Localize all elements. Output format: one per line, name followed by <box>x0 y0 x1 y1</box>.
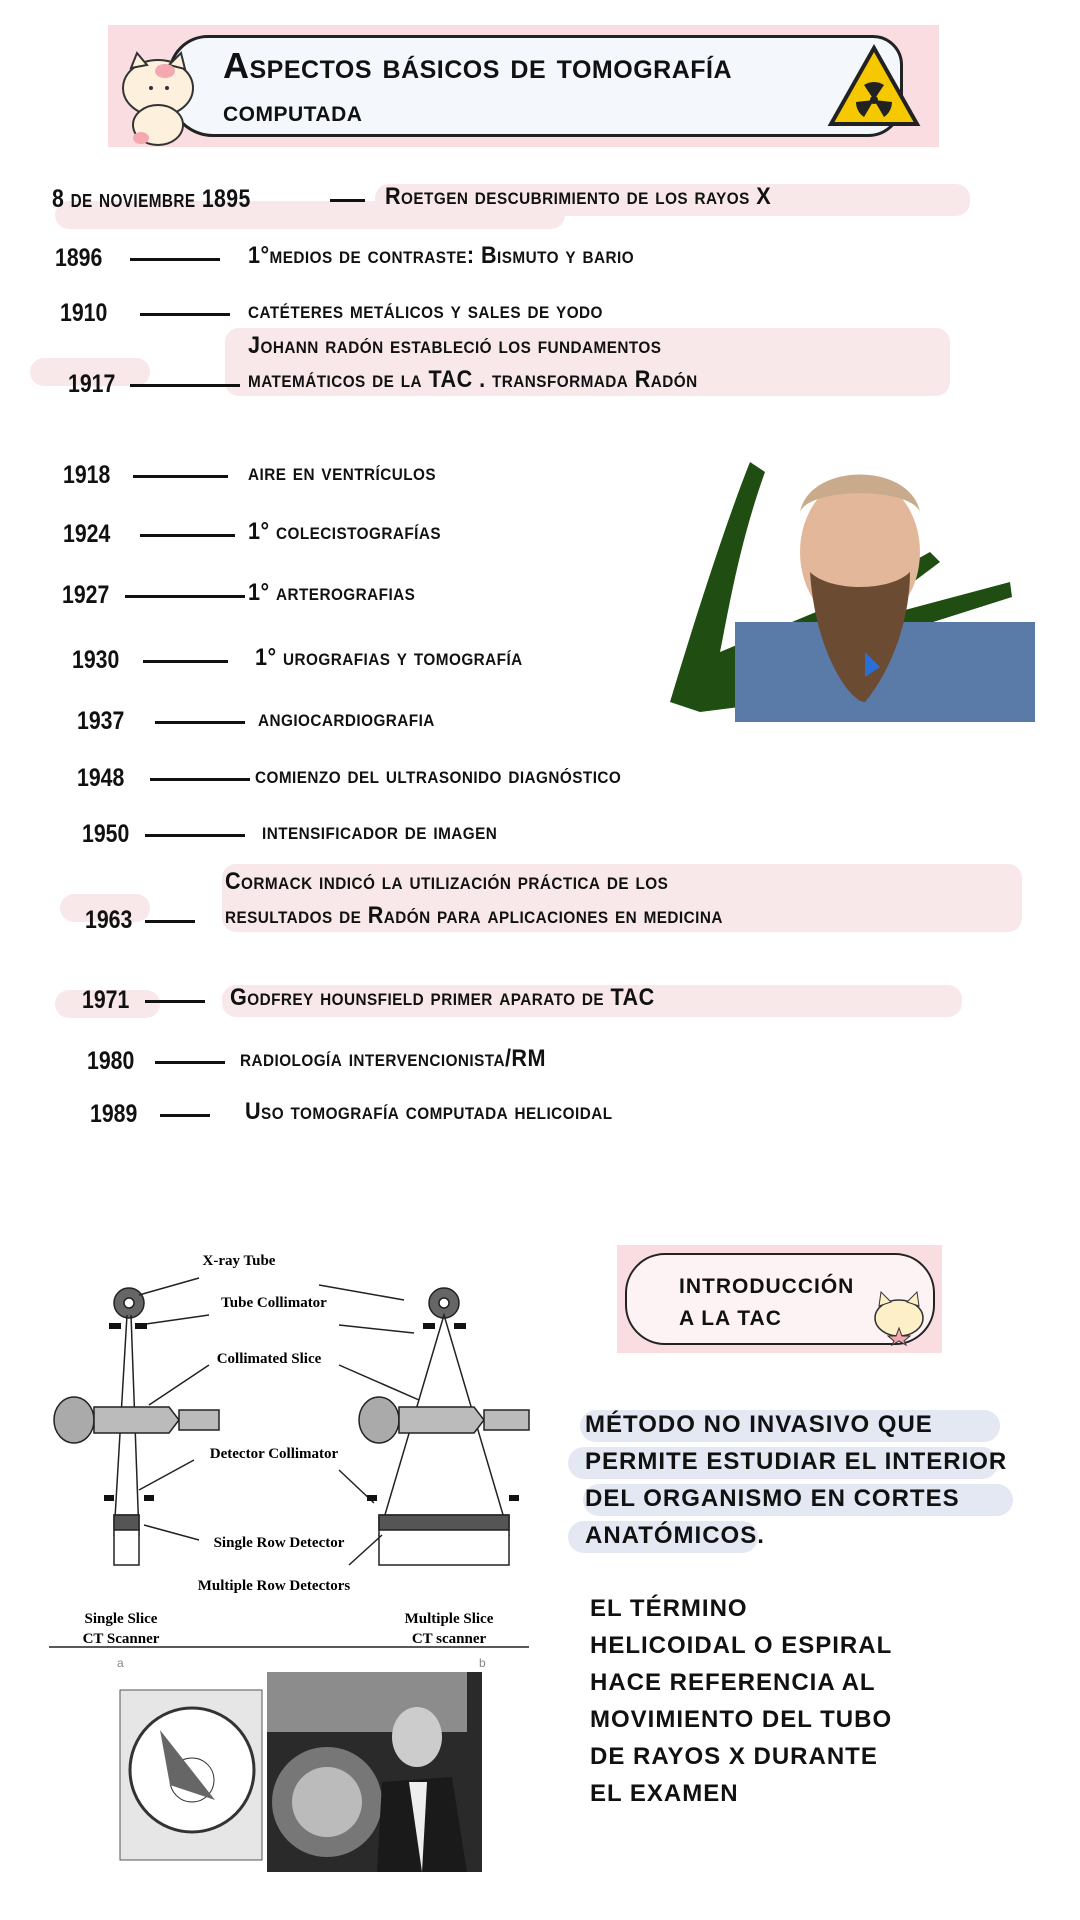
helical-line: EL EXAMEN <box>590 1780 739 1807</box>
title-line-2: computada <box>223 95 363 128</box>
timeline-connector <box>145 1000 205 1003</box>
label-collimated-slice: Collimated Slice <box>216 1351 322 1367</box>
timeline-event: intensificador de imagen <box>262 818 498 845</box>
helical-line: EL TÉRMINO <box>590 1595 748 1622</box>
timeline-date: 1930 <box>72 646 120 674</box>
radiation-warning-icon <box>828 45 920 127</box>
label-single-slice: Single Slice <box>84 1611 158 1627</box>
timeline-date: 1989 <box>90 1100 138 1128</box>
title-line-1: Aspectos básicos de tomografía <box>223 45 733 86</box>
definition-line: ANATÓMICOS. <box>585 1522 765 1549</box>
definition-line: MÉTODO NO INVASIVO QUE <box>585 1411 933 1438</box>
timeline-event: catéteres metálicos y sales de yodo <box>248 297 603 324</box>
timeline-connector <box>160 1114 210 1117</box>
timeline-event: Johann radón estableció los fundamentos <box>248 332 662 359</box>
helical-line: HELICOIDAL O ESPIRAL <box>590 1632 893 1659</box>
gantry-schematic-image <box>120 1690 262 1860</box>
timeline-date: 1910 <box>60 299 108 327</box>
label-a: a <box>117 1656 124 1670</box>
cat-sticker-icon <box>869 1290 929 1345</box>
label-xray-tube: X-ray Tube <box>202 1253 276 1269</box>
timeline-connector <box>125 595 245 598</box>
timeline-date: 8 de noviembre 1895 <box>52 185 251 213</box>
timeline-event: comienzo del ultrasonido diagnóstico <box>255 762 622 789</box>
timeline-date: 1896 <box>55 244 103 272</box>
label-b: b <box>479 1656 486 1670</box>
timeline-date: 1963 <box>85 906 133 934</box>
definition-line: DEL ORGANISMO EN CORTES <box>585 1485 960 1512</box>
timeline-connector <box>130 258 220 261</box>
timeline-date: 1971 <box>82 986 130 1014</box>
label-tube-collimator: Tube Collimator <box>221 1295 327 1311</box>
timeline-date: 1917 <box>68 370 116 398</box>
timeline-event: 1° colecistografías <box>248 518 442 545</box>
timeline-event: 1° arterografias <box>248 579 416 606</box>
timeline-connector <box>145 834 245 837</box>
timeline-connector <box>133 475 228 478</box>
label-multiple-rows: Multiple Row Detectors <box>197 1578 351 1594</box>
definition-line: PERMITE ESTUDIAR EL INTERIOR <box>585 1448 1008 1475</box>
timeline-connector <box>155 1061 225 1064</box>
helical-line: HACE REFERENCIA AL <box>590 1669 876 1696</box>
label-multi-ct: CT scanner <box>411 1631 487 1647</box>
timeline-connector <box>143 660 228 663</box>
timeline-date: 1937 <box>77 707 125 735</box>
timeline-event: Uso tomografía computada helicoidal <box>245 1098 613 1125</box>
timeline-connector <box>140 534 235 537</box>
timeline-event: Cormack indicó la utilización práctica de los <box>225 868 669 895</box>
timeline-date: 1924 <box>63 520 111 548</box>
timeline-event: radiología intervencionista/RM <box>240 1045 546 1072</box>
timeline-event: 1° urografias y tomografía <box>255 644 523 671</box>
timeline-connector <box>140 313 230 316</box>
timeline-event-cont: matemáticos de la TAC . transformada Radón <box>248 366 698 393</box>
title-banner <box>108 25 939 147</box>
intro-title-line-1: INTRODUCCIÓN <box>679 1275 855 1298</box>
timeline-event: Godfrey hounsfield primer aparato de TAC <box>230 984 655 1011</box>
timeline-date: 1948 <box>77 764 125 792</box>
timeline-date: 1980 <box>87 1047 135 1075</box>
timeline-event: Roetgen descubrimiento de los rayos X <box>385 183 772 210</box>
roentgen-portrait-image <box>640 452 1034 718</box>
timeline-connector <box>130 384 240 387</box>
cat-sticker-icon <box>113 53 208 148</box>
timeline-connector <box>155 721 245 724</box>
timeline-event-cont: resultados de Radón para aplicaciones en medicina <box>225 902 723 929</box>
timeline-event: 1°medios de contraste: Bismuto y bario <box>248 242 635 269</box>
timeline-date: 1927 <box>62 581 110 609</box>
label-single-row: Single Row Detector <box>213 1535 345 1551</box>
helical-line: MOVIMIENTO DEL TUBO <box>590 1706 893 1733</box>
timeline-date: 1950 <box>82 820 130 848</box>
label-multi-slice: Multiple Slice <box>404 1611 494 1627</box>
timeline-date: 1918 <box>63 461 111 489</box>
hounsfield-photo <box>267 1672 482 1872</box>
label-detector-collimator: Detector Collimator <box>209 1446 339 1462</box>
timeline-connector <box>145 920 195 923</box>
timeline-event: angiocardiografia <box>258 705 435 732</box>
timeline-event: aire en ventrículos <box>248 459 437 486</box>
timeline-connector <box>150 778 250 781</box>
intro-title-line-2: A LA TAC <box>679 1307 782 1330</box>
ct-scanner-diagram <box>49 1245 529 1670</box>
intro-banner <box>617 1245 942 1353</box>
helical-line: DE RAYOS X DURANTE <box>590 1743 878 1770</box>
label-single-ct: CT Scanner <box>82 1631 160 1647</box>
timeline-connector <box>330 199 365 202</box>
